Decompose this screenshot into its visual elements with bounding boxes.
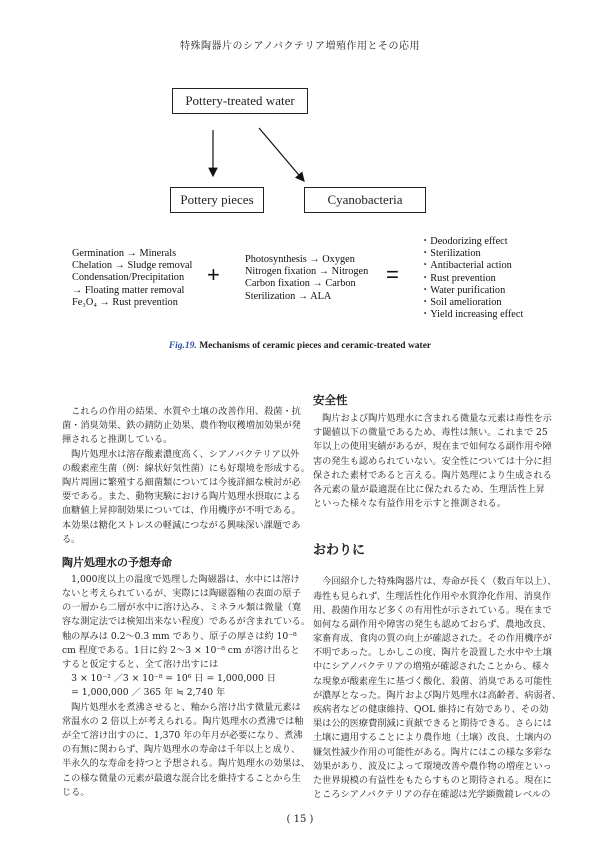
diagram-line: ・Deodorizing effect [420, 236, 508, 247]
text-line: 不明であった。しかしこの度、陶片を設置した水中や土壌 [313, 647, 552, 659]
text-line: 釉の厚みは 0.2～0.3 mm であり、原子の厚さは約 10⁻⁸ [62, 630, 297, 642]
page-number: ( 15 ) [286, 814, 314, 825]
text-line: 毒性も見られず、生理活性化作用や水質浄化作用、消臭作 [313, 590, 552, 602]
text-line: 陶片処理水は溶存酸素濃度高く、シアノバクテリア以外 [62, 448, 300, 460]
paragraph [62, 405, 311, 547]
diagram-line: → Floating matter removal [72, 284, 185, 296]
diagram-line: Condensation/Precipitation [72, 272, 185, 284]
text-line: な現象が酸素産生に基づく酸化、殺菌、消臭である可能性 [313, 675, 552, 687]
pottery-mechanisms-list [72, 248, 192, 309]
equals-sign: = [386, 262, 399, 287]
figure-label: Fig.19. [168, 341, 197, 351]
text-line: 容な測定法では検知出来ない程度）であるが含まれている。 [62, 616, 311, 628]
text-line: cm 程度である。1日に約 2～3 × 10⁻⁸ cm が溶け出ると [62, 644, 300, 656]
text-line: 陶片および陶片処理水に含まれる微量な元素は毒性を示 [313, 413, 552, 424]
effects-list [420, 236, 523, 321]
section-heading-conclusion: おわりに [313, 543, 366, 559]
text-line: ところシアノバクテリアの存在確認は光学顕微鏡レベルの [313, 789, 551, 801]
section-heading-expected-lifespan: 陶片処理水の予想寿命 [62, 555, 172, 569]
diagram-line: Carbon fixation → Carbon [245, 278, 356, 290]
text-line: 血糖値上昇抑制効果については、作用機序が不明である。 [62, 505, 301, 517]
text-line: の有無に関わらず、陶片処理水の寿命は千年以上と成り、 [62, 744, 301, 756]
diagram-line: ・Antibacterial action [420, 260, 512, 272]
diagram-line: ・Rust prevention [420, 272, 496, 284]
cyanobacteria-box: Cyanobacteria [304, 187, 426, 213]
text-line: これらの作用の結果、水質や土壌の改善作用、殺菌・抗 [62, 406, 301, 417]
text-line: すると仮定すると、全て溶け出すには [62, 659, 219, 670]
text-line: の酸素産生菌（例：線状好気性菌）にも好環境を形成する。 [62, 462, 311, 474]
arrow-to-cyanobacteria [259, 128, 304, 181]
diagram-line: Fe₃O₄ → Rust prevention [72, 296, 178, 308]
text-line: といった様々な有益作用を示すと推測される。 [313, 498, 506, 510]
figure-caption-text: Mechanisms of ceramic pieces and ceramic-treated water [196, 341, 432, 351]
section-heading-safety: 安全性 [313, 393, 348, 407]
diagram-line: Photosynthesis → Oxygen [245, 254, 355, 265]
diagram-line: Chelation → Sludge removal [72, 260, 193, 272]
text-line: 家畜育成、食肉の質の向上が確認された。その作用機序が [313, 633, 552, 645]
text-line: 本効果は糖化ストレスの軽減につながる興味深い課題であ [62, 519, 301, 531]
right-column [313, 390, 562, 802]
text-line: が全て溶け出すのに、1,370 年の年月が必要になり、煮沸 [62, 729, 303, 741]
text-line: 1,000度以上の温度で処理した陶磁器は、水中には溶け [62, 573, 300, 585]
text-line: が濃厚となった。陶片および陶片処理水は高齢者、病弱者、 [313, 689, 562, 701]
text-line: 保された素材であると言える。陶片処理により生成される [313, 469, 552, 481]
text-line: 陶片周囲に繁殖する細菌類については今後詳細な検討が必 [62, 476, 301, 488]
text-line: 常温水の 2 倍以上が考えられる。陶片処理水の煮沸では釉 [62, 715, 304, 727]
text-line: 3 × 10⁻² ／3 × 10⁻⁸ = 10⁶ 日 = 1,000,000 日 [62, 673, 276, 685]
text-line: 要である。また、動物実験における陶片処理水摂取による [62, 491, 301, 503]
pottery-treated-water-box: Pottery-treated water [172, 88, 308, 114]
diagram-line: ・Yield increasing effect [420, 309, 524, 321]
text-line: ないと考えられているが、実際には陶磁器釉の表面の原子 [62, 588, 301, 600]
text-line: 各元素の量が最適混在比に保たれるため、生理活性上昇 [313, 483, 545, 495]
text-line: 菌・消臭効果、鉄の錆防止効果、農作物収穫増加効果が発 [62, 420, 301, 432]
diagram-line: ・Soil amelioration [420, 297, 502, 309]
running-head: 特殊陶器片のシアノバクテリア増殖作用とその応用 [180, 41, 420, 52]
diagram-line: ・Sterilization [420, 248, 481, 260]
text-line: 害の発生も認められていない。安全性については十分に担 [313, 455, 552, 467]
text-line: の一層から二層が水中に溶け込み、ミネラル類は微量（寛 [62, 602, 302, 614]
text-line: 陶片処理水を煮沸させると、釉から溶け出す微量元素は [62, 701, 301, 713]
diagram-line: Nitrogen fixation → Nitrogen [245, 266, 369, 278]
text-line: = 1,000,000 ／ 365 年 ≒ 2,740 年 [62, 687, 226, 699]
left-column [62, 405, 311, 800]
cyanobacteria-mechanisms-list [245, 254, 368, 303]
text-line: す閾値以下の微量であるため、毒性は無い。これまで 25 [313, 427, 548, 439]
text-line: 疾病者などの健康維持、QOL 維持に有効であり、その効 [313, 704, 549, 715]
figure-caption [0, 341, 600, 351]
paragraph [62, 573, 311, 800]
text-line: じる。 [62, 786, 90, 798]
text-line: 半永久的な寿命を持つと予想される。陶片処理水の効果は、 [62, 758, 311, 770]
text-line: 今回紹介した特殊陶器片は、寿命が長く（数百年以上）、 [313, 576, 557, 588]
text-line: 用、殺菌作用など多くの有用性が示されている。現在まで [313, 604, 552, 616]
text-line: 中にシアノバクテリアの増殖が確認されたことから、様々 [313, 661, 551, 673]
diagram-line: ・Water purification [420, 284, 506, 296]
text-line: 揮されると推測している。 [62, 434, 173, 446]
text-line: 効果があり、波及によって環境改善や農作物の増産といっ [313, 760, 552, 772]
text-line: 如何なる副作用や障害の発生も認めておらず、農地改良、 [313, 618, 552, 630]
text-line: 嫌気性減少作用の可能性がある。陶片にはこの様な多彩な [313, 746, 552, 758]
figure-arrows [0, 0, 600, 240]
text-line: た世界規模の有益性をもたらすものと期待される。現在に [313, 774, 552, 786]
paragraph [313, 575, 562, 802]
text-line: この様な微量の元素が最適な混合比を維持することから生 [62, 772, 301, 784]
plus-sign: + [207, 262, 220, 287]
diagram-line: Germination → Minerals [72, 248, 177, 259]
text-line: 土壌に適用することにより農作地（土壌）改良、土壌内の [313, 732, 552, 744]
paragraph [313, 412, 552, 511]
pottery-pieces-box: Pottery pieces [170, 187, 264, 213]
text-line: る。 [62, 533, 81, 545]
text-line: 果は公的医療費削減に貢献できると期待できる。さらには [313, 718, 552, 730]
diagram-line: Sterilization → ALA [245, 290, 332, 302]
text-line: 年以上の使用実績があるが、現在まで如何なる副作用や障 [313, 441, 552, 453]
